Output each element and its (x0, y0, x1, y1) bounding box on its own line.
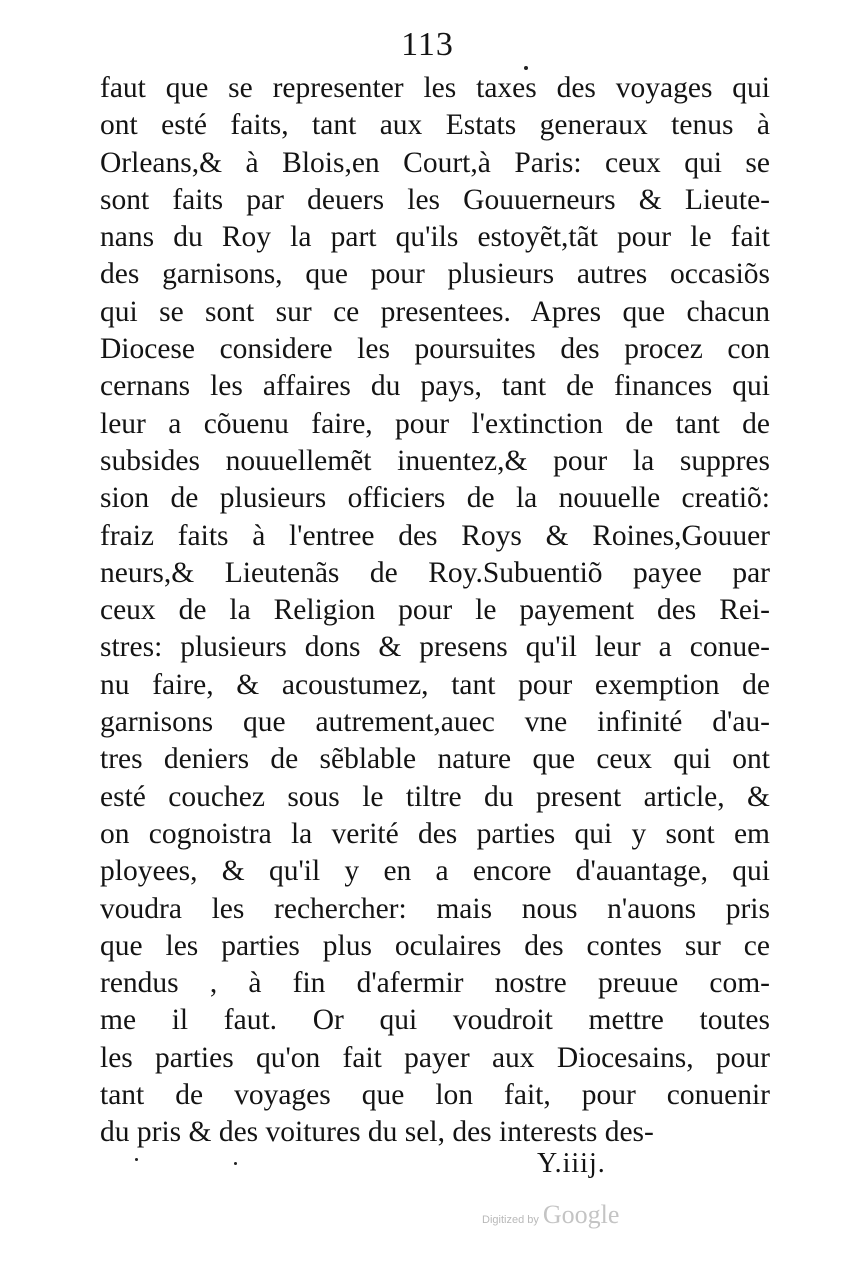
text-line: tant de voyages que lon fait, pour conuenir (100, 1079, 770, 1112)
page-number: 113 (401, 26, 454, 63)
text-line: voudra les rechercher: mais nous n'auons pris (100, 892, 770, 925)
ink-speck (524, 66, 528, 70)
text-line: sion de plusieurs officiers de la nouuelle creatiõ: (100, 482, 770, 515)
text-line: stres: plusieurs dons & presens qu'il leur a conue- (100, 631, 770, 664)
text-line: Diocese considere les poursuites des procez con (100, 333, 770, 366)
text-line: esté couchez sous le tiltre du present article, & (100, 780, 770, 813)
text-line: nu faire, & acoustumez, tant pour exemption de (100, 668, 770, 701)
text-line: me il faut. Or qui voudroit mettre toutes (100, 1004, 770, 1037)
text-line: fraiz faits à l'entree des Roys & Roines,Gouuer (100, 519, 770, 552)
text-line: faut que se representer les taxes des voyages qui (100, 72, 770, 104)
text-line: garnisons que autrement,auec vne infinité d'au- (100, 706, 770, 739)
text-line: les parties qu'on fait payer aux Diocesains, pour (100, 1041, 770, 1074)
text-line: que les parties plus oculaires des contes sur ce (100, 929, 770, 962)
text-line: qui se sont sur ce presentees. Apres que chacun (100, 295, 770, 328)
text-line: Orleans,& à Blois,en Court,à Paris: ceux qui se (100, 146, 770, 179)
ink-speck (135, 1158, 138, 1161)
text-line: leur a cõuenu faire, pour l'extinction de tant de (100, 407, 770, 440)
signature-mark: Y.iiij. (537, 1148, 606, 1179)
ink-speck (234, 1162, 237, 1165)
text-line: sont faits par deuers les Gouuerneurs & Lieute- (100, 183, 770, 216)
text-line: tres deniers de sẽblable nature que ceux qui ont (100, 743, 770, 776)
google-logo: Google (542, 1200, 620, 1229)
text-line: neurs,& Lieutenãs de Roy.Subuentiõ payee par (100, 556, 770, 589)
text-line: des garnisons, que pour plusieurs autres occasiõs (100, 258, 770, 291)
text-line: rendus , à fin d'afermir nostre preuue com- (100, 967, 770, 1000)
text-line: du pris & des voitures du sel, des interests des- (100, 1116, 654, 1149)
text-line: ceux de la Religion pour le payement des Rei- (100, 594, 770, 627)
text-line: subsides nouuellemẽt inuentez,& pour la suppres (100, 444, 770, 477)
digitized-watermark (482, 1200, 619, 1240)
body-text (100, 70, 770, 1152)
text-line: cernans les affaires du pays, tant de finances qui (100, 370, 770, 403)
digitized-label: Digitized by (482, 1214, 539, 1226)
text-line: on cognoistra la verité des parties qui y sont em (100, 817, 770, 850)
text-line: ont esté faits, tant aux Estats generaux tenus à (100, 109, 770, 142)
text-line: ployees, & qu'il y en a encore d'auantage, qui (100, 855, 770, 888)
text-line: nans du Roy la part qu'ils estoyẽt,tãt pour le fait (100, 221, 770, 254)
